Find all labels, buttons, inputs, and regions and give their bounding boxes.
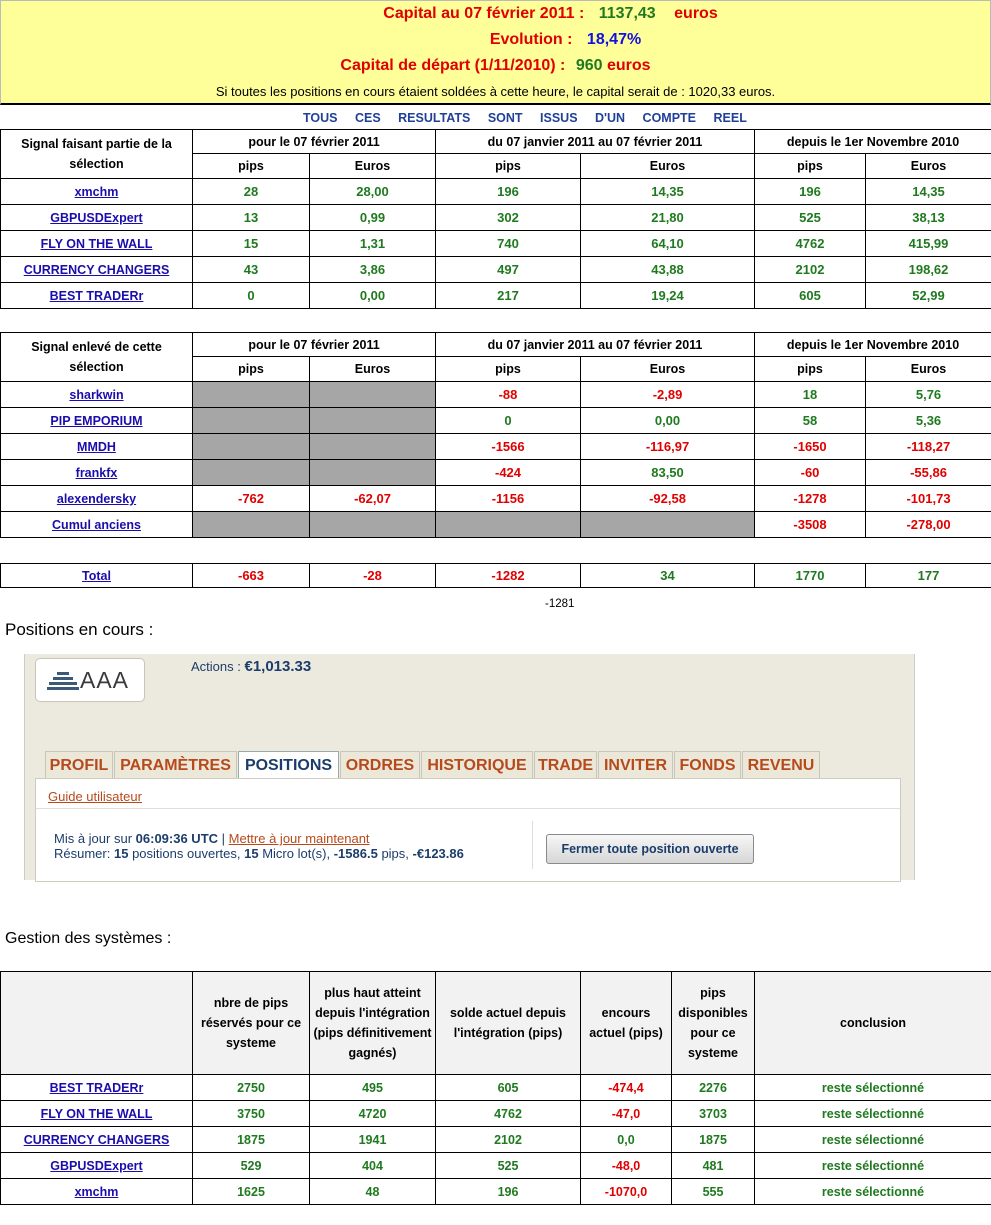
euros-header: Euros bbox=[310, 357, 436, 382]
system-link[interactable]: xmchm bbox=[74, 1184, 119, 1199]
value-cell: -1566 bbox=[436, 434, 581, 460]
value-cell: 605 bbox=[436, 1075, 581, 1101]
value-cell bbox=[436, 512, 581, 538]
value-cell bbox=[193, 460, 310, 486]
value-cell: 2102 bbox=[436, 1127, 581, 1153]
conclusion-cell: reste sélectionné bbox=[755, 1127, 991, 1153]
capital-unit: euros bbox=[674, 5, 718, 22]
signal-link[interactable]: PIP EMPORIUM bbox=[50, 414, 143, 428]
resume-pips-text: pips, bbox=[381, 846, 409, 861]
value-cell: -1650 bbox=[755, 434, 866, 460]
conclusion-cell: reste sélectionné bbox=[755, 1101, 991, 1127]
signal-link[interactable]: MMDH bbox=[77, 440, 116, 454]
signal-name-cell bbox=[1, 486, 193, 512]
value-cell: -88 bbox=[436, 382, 581, 408]
real-account-banner: TOUS CES RESULTATS SONT ISSUS D'UN COMPTE REEL bbox=[303, 111, 747, 125]
value-cell: 58 bbox=[755, 408, 866, 434]
value-cell: 404 bbox=[310, 1153, 436, 1179]
value-cell bbox=[193, 434, 310, 460]
total-link[interactable]: Total bbox=[82, 569, 111, 583]
total-check-value: -1281 bbox=[545, 598, 575, 610]
euros-header: Euros bbox=[866, 154, 991, 179]
period-month-header: du 07 janvier 2011 au 07 février 2011 bbox=[436, 130, 755, 154]
signal-link[interactable]: alexendersky bbox=[56, 492, 137, 506]
pips-header: pips bbox=[755, 154, 866, 179]
value-cell: 196 bbox=[436, 179, 581, 205]
capital-label: Capital au 07 février 2011 : bbox=[383, 5, 585, 22]
table-row bbox=[1, 283, 991, 309]
value-cell: 18 bbox=[755, 382, 866, 408]
value-cell: 302 bbox=[436, 205, 581, 231]
signal-link[interactable]: FLY ON THE WALL bbox=[40, 237, 153, 251]
available-pips-header: pips disponibles pour ce systeme bbox=[672, 972, 755, 1075]
table-row bbox=[1, 1075, 991, 1101]
gestion-title: Gestion des systèmes : bbox=[5, 930, 172, 947]
conclusion-cell: reste sélectionné bbox=[755, 1075, 991, 1101]
value-cell: -118,27 bbox=[866, 434, 991, 460]
period-month-header: du 07 janvier 2011 au 07 février 2011 bbox=[436, 333, 755, 357]
logo-text: AAA bbox=[80, 667, 130, 693]
value-cell: 0 bbox=[193, 283, 310, 309]
update-line: Mis à jour sur 06:09:36 UTC | Mettre à jour maintenant bbox=[54, 831, 370, 846]
value-cell: 196 bbox=[436, 1179, 581, 1205]
table-row bbox=[1, 460, 991, 486]
refresh-now-link[interactable]: Mettre à jour maintenant bbox=[228, 831, 370, 846]
table-row bbox=[1, 512, 991, 538]
value-cell: 1625 bbox=[193, 1179, 310, 1205]
signal-name-cell bbox=[1, 283, 193, 309]
table-row bbox=[1, 1179, 991, 1205]
system-name-cell bbox=[1, 1075, 193, 1101]
user-guide-link[interactable]: Guide utilisateur bbox=[48, 789, 142, 804]
resume-label: Résumer: bbox=[54, 846, 111, 861]
value-cell: -60 bbox=[755, 460, 866, 486]
value-cell: 43 bbox=[193, 257, 310, 283]
value-cell: 28 bbox=[193, 179, 310, 205]
value-cell: 1941 bbox=[310, 1127, 436, 1153]
value-cell: 3,86 bbox=[310, 257, 436, 283]
pips-header: pips bbox=[755, 357, 866, 382]
euros-header: Euros bbox=[866, 357, 991, 382]
value-cell: 15 bbox=[193, 231, 310, 257]
value-cell: 740 bbox=[436, 231, 581, 257]
table-row bbox=[1, 205, 991, 231]
resume-lots: 15 bbox=[244, 846, 259, 861]
outstanding-header: encours actuel (pips) bbox=[581, 972, 672, 1075]
brand-logo[interactable] bbox=[35, 658, 145, 702]
value-cell: -2,89 bbox=[581, 382, 755, 408]
value-cell: 2750 bbox=[193, 1075, 310, 1101]
signal-link[interactable]: xmchm bbox=[74, 185, 119, 199]
table-row bbox=[1, 257, 991, 283]
value-cell: 0,00 bbox=[310, 283, 436, 309]
value-cell: 415,99 bbox=[866, 231, 991, 257]
value-cell: -3508 bbox=[755, 512, 866, 538]
total-value-cell: 177 bbox=[866, 564, 991, 588]
gestion-corner-cell bbox=[1, 972, 193, 1075]
signal-name-cell bbox=[1, 382, 193, 408]
table-row bbox=[1, 179, 991, 205]
value-cell: 14,35 bbox=[581, 179, 755, 205]
update-time: 06:09:36 UTC bbox=[135, 831, 219, 846]
value-cell: 0,00 bbox=[581, 408, 755, 434]
value-cell: 83,50 bbox=[581, 460, 755, 486]
total-value-cell: -1282 bbox=[436, 564, 581, 588]
total-row bbox=[1, 564, 991, 588]
value-cell: 52,99 bbox=[866, 283, 991, 309]
value-cell: 43,88 bbox=[581, 257, 755, 283]
value-cell: 525 bbox=[436, 1153, 581, 1179]
selected-header: Signal faisant partie de la sélection bbox=[1, 130, 193, 179]
value-cell bbox=[193, 382, 310, 408]
system-link[interactable]: FLY ON THE WALL bbox=[40, 1106, 153, 1121]
value-cell: 1,31 bbox=[310, 231, 436, 257]
signal-link[interactable]: GBPUSDExpert bbox=[50, 211, 143, 225]
value-cell: -474,4 bbox=[581, 1075, 672, 1101]
evolution-line bbox=[1, 31, 990, 49]
period-since-header: depuis le 1er Novembre 2010 bbox=[755, 130, 991, 154]
pips-header: pips bbox=[436, 357, 581, 382]
table-row bbox=[1, 231, 991, 257]
signal-name-cell bbox=[1, 231, 193, 257]
logo-stripes-icon bbox=[47, 672, 79, 693]
tab-fonds[interactable]: FONDS bbox=[674, 751, 741, 779]
value-cell: -1156 bbox=[436, 486, 581, 512]
actions-value: €1,013.33 bbox=[244, 658, 312, 675]
value-cell: 19,24 bbox=[581, 283, 755, 309]
tab-parametres[interactable]: PARAMÈTRES bbox=[114, 751, 237, 779]
value-cell: 555 bbox=[672, 1179, 755, 1205]
actions-balance bbox=[191, 658, 311, 675]
value-cell: 48 bbox=[310, 1179, 436, 1205]
value-cell: 5,36 bbox=[866, 408, 991, 434]
signal-name-cell bbox=[1, 205, 193, 231]
start-capital-unit: euros bbox=[607, 57, 651, 74]
signal-name-cell bbox=[1, 434, 193, 460]
highest-reached-header: plus haut atteint depuis l'intégration (pips définitivement gagnés) bbox=[310, 972, 436, 1075]
value-cell: 525 bbox=[755, 205, 866, 231]
value-cell: 198,62 bbox=[866, 257, 991, 283]
evolution-label: Evolution : bbox=[489, 31, 573, 48]
signal-link[interactable]: frankfx bbox=[75, 466, 118, 480]
value-cell: 0,0 bbox=[581, 1127, 672, 1153]
value-cell: 64,10 bbox=[581, 231, 755, 257]
value-cell: 0,99 bbox=[310, 205, 436, 231]
value-cell: -47,0 bbox=[581, 1101, 672, 1127]
signal-link[interactable]: BEST TRADERr bbox=[49, 289, 144, 303]
value-cell: 2276 bbox=[672, 1075, 755, 1101]
system-name-cell bbox=[1, 1179, 193, 1205]
tab-historique[interactable]: HISTORIQUE bbox=[421, 751, 533, 779]
value-cell: 3703 bbox=[672, 1101, 755, 1127]
tab-profil[interactable]: PROFIL bbox=[45, 751, 113, 779]
total-label-cell bbox=[1, 564, 193, 588]
capital-summary-panel bbox=[0, 0, 991, 105]
system-name-cell bbox=[1, 1127, 193, 1153]
value-cell bbox=[310, 408, 436, 434]
signal-name-cell bbox=[1, 257, 193, 283]
tab-positions[interactable]: POSITIONS bbox=[238, 751, 339, 780]
tab-ordres[interactable]: ORDRES bbox=[340, 751, 420, 779]
table-row bbox=[1, 434, 991, 460]
conclusion-cell: reste sélectionné bbox=[755, 1179, 991, 1205]
table-row bbox=[1, 408, 991, 434]
table-row bbox=[1, 1153, 991, 1179]
euros-header: Euros bbox=[581, 357, 755, 382]
value-cell: 38,13 bbox=[866, 205, 991, 231]
signal-link[interactable]: Cumul anciens bbox=[52, 518, 141, 532]
signal-name-cell bbox=[1, 179, 193, 205]
value-cell: 497 bbox=[436, 257, 581, 283]
value-cell: 13 bbox=[193, 205, 310, 231]
value-cell bbox=[310, 460, 436, 486]
value-cell: 1875 bbox=[672, 1127, 755, 1153]
account-panel bbox=[24, 654, 915, 880]
value-cell: 4762 bbox=[436, 1101, 581, 1127]
value-cell: 0 bbox=[436, 408, 581, 434]
capital-line bbox=[1, 5, 990, 23]
value-cell bbox=[310, 382, 436, 408]
total-value-cell: 34 bbox=[581, 564, 755, 588]
positions-title: Positions en cours : bbox=[5, 620, 154, 639]
value-cell: 529 bbox=[193, 1153, 310, 1179]
value-cell: 4762 bbox=[755, 231, 866, 257]
value-cell: -48,0 bbox=[581, 1153, 672, 1179]
value-cell: -101,73 bbox=[866, 486, 991, 512]
value-cell bbox=[310, 434, 436, 460]
period-since-header: depuis le 1er Novembre 2010 bbox=[755, 333, 991, 357]
evolution-value: 18,47% bbox=[586, 31, 642, 48]
liquidation-note: Si toutes les positions en cours étaient soldées à cette heure, le capital serait de : 1020,33 euros. bbox=[215, 84, 776, 99]
value-cell: -116,97 bbox=[581, 434, 755, 460]
system-link[interactable]: CURRENCY CHANGERS bbox=[23, 1132, 170, 1147]
reserved-pips-header: nbre de pips réservés pour ce systeme bbox=[193, 972, 310, 1075]
total-table bbox=[0, 563, 991, 588]
total-value-cell: -28 bbox=[310, 564, 436, 588]
table-row bbox=[1, 486, 991, 512]
value-cell: 28,00 bbox=[310, 179, 436, 205]
period-day-header: pour le 07 février 2011 bbox=[193, 333, 436, 357]
system-name-cell bbox=[1, 1101, 193, 1127]
value-cell bbox=[193, 512, 310, 538]
value-cell bbox=[193, 408, 310, 434]
content-divider bbox=[36, 808, 900, 809]
pips-header: pips bbox=[193, 357, 310, 382]
tab-inviter[interactable]: INVITER bbox=[598, 751, 673, 779]
signal-name-cell bbox=[1, 460, 193, 486]
current-balance-header: solde actuel depuis l'intégration (pips) bbox=[436, 972, 581, 1075]
tab-trade[interactable]: TRADE bbox=[534, 751, 597, 779]
value-cell: 3750 bbox=[193, 1101, 310, 1127]
euros-header: Euros bbox=[581, 154, 755, 179]
value-cell: -92,58 bbox=[581, 486, 755, 512]
value-cell: -62,07 bbox=[310, 486, 436, 512]
resume-line bbox=[54, 846, 464, 861]
signal-link[interactable]: sharkwin bbox=[69, 388, 124, 402]
removed-header: Signal enlevé de cette sélection bbox=[1, 333, 193, 382]
table-row bbox=[1, 1127, 991, 1153]
system-link[interactable]: GBPUSDExpert bbox=[50, 1158, 143, 1173]
signal-link[interactable]: CURRENCY CHANGERS bbox=[23, 263, 170, 277]
resume-positions: 15 bbox=[113, 846, 129, 861]
pips-header: pips bbox=[436, 154, 581, 179]
close-all-positions-button[interactable]: Fermer toute position ouverte bbox=[546, 834, 754, 864]
value-cell: 1875 bbox=[193, 1127, 310, 1153]
selected-signals-table bbox=[0, 129, 991, 309]
value-cell: 605 bbox=[755, 283, 866, 309]
value-cell: 481 bbox=[672, 1153, 755, 1179]
signal-name-cell bbox=[1, 408, 193, 434]
value-cell: 21,80 bbox=[581, 205, 755, 231]
resume-lots-text: Micro lot(s), bbox=[262, 846, 331, 861]
signal-name-cell bbox=[1, 512, 193, 538]
conclusion-header: conclusion bbox=[755, 972, 991, 1075]
start-capital-line bbox=[1, 57, 990, 75]
euros-header: Euros bbox=[310, 154, 436, 179]
value-cell: 196 bbox=[755, 179, 866, 205]
tab-revenu[interactable]: REVENU bbox=[742, 751, 820, 779]
value-cell: 4720 bbox=[310, 1101, 436, 1127]
total-value-cell: -663 bbox=[193, 564, 310, 588]
system-name-cell bbox=[1, 1153, 193, 1179]
value-cell: -1070,0 bbox=[581, 1179, 672, 1205]
positions-content bbox=[35, 778, 901, 882]
period-day-header: pour le 07 février 2011 bbox=[193, 130, 436, 154]
value-cell: 5,76 bbox=[866, 382, 991, 408]
table-row bbox=[1, 382, 991, 408]
start-capital-value: 960 bbox=[575, 57, 603, 74]
value-cell: 217 bbox=[436, 283, 581, 309]
pips-header: pips bbox=[193, 154, 310, 179]
conclusion-cell: reste sélectionné bbox=[755, 1153, 991, 1179]
resume-positions-text: positions ouvertes, bbox=[132, 846, 241, 861]
value-cell: -762 bbox=[193, 486, 310, 512]
value-cell bbox=[581, 512, 755, 538]
resume-amount: -€123.86 bbox=[412, 846, 464, 861]
resume-pips: -1586.5 bbox=[333, 846, 378, 861]
value-cell: -1278 bbox=[755, 486, 866, 512]
start-capital-label: Capital de départ (1/11/2010) : bbox=[340, 57, 566, 74]
vertical-divider bbox=[532, 821, 533, 869]
systems-management-table bbox=[0, 971, 991, 1205]
table-row bbox=[1, 1101, 991, 1127]
update-label: Mis à jour sur bbox=[54, 831, 133, 846]
removed-signals-table bbox=[0, 332, 991, 538]
system-link[interactable]: BEST TRADERr bbox=[49, 1080, 144, 1095]
value-cell bbox=[310, 512, 436, 538]
total-value-cell: 1770 bbox=[755, 564, 866, 588]
value-cell: 2102 bbox=[755, 257, 866, 283]
value-cell: 495 bbox=[310, 1075, 436, 1101]
actions-label: Actions : bbox=[191, 659, 241, 674]
value-cell: 14,35 bbox=[866, 179, 991, 205]
value-cell: -278,00 bbox=[866, 512, 991, 538]
capital-value: 1137,43 bbox=[598, 5, 656, 22]
value-cell: -55,86 bbox=[866, 460, 991, 486]
value-cell: -424 bbox=[436, 460, 581, 486]
